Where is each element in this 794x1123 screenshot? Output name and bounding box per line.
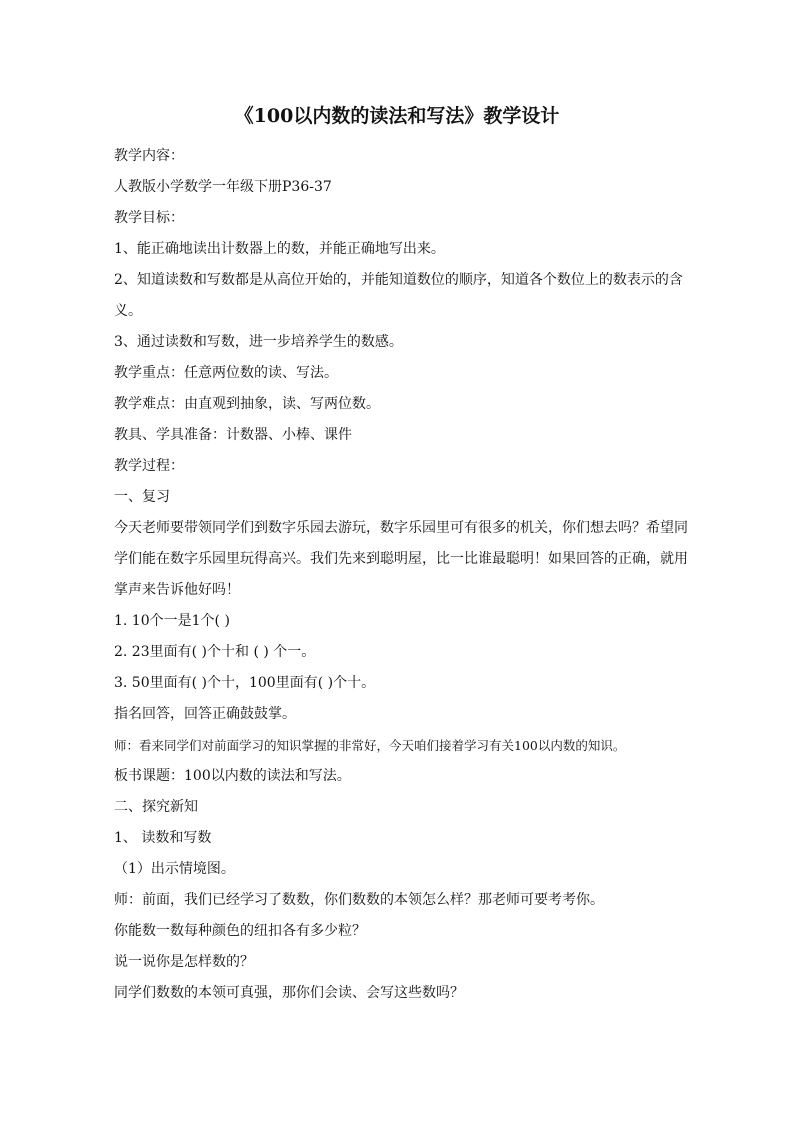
paragraph: 你能数一数每种颜色的纽扣各有多少粒？ <box>114 923 366 939</box>
document-title: 《100以内数的读法和写法》教学设计 <box>234 105 560 127</box>
list-item: 2. 23里面有( )个十和 ( ) 个一。 <box>114 644 316 660</box>
paragraph: 师：看来同学们对前面学习的知识掌握的非常好，今天咱们接着学习有关100以内数的知识。 <box>114 738 626 753</box>
paragraph: 教学难点：由直观到抽象，读、写两位数。 <box>114 396 380 412</box>
paragraph: 二、探究新知 <box>114 799 198 815</box>
paragraph: 人教版小学数学一年级下册P36-37 <box>114 179 332 195</box>
paragraph: 师：前面，我们已经学习了数数，你们数数的本领怎么样？那老师可要考考你。 <box>114 892 604 908</box>
list-item: 3. 50里面有( )个十，100里面有( )个十。 <box>114 675 376 691</box>
paragraph: 一、复习 <box>114 489 170 505</box>
paragraph: 教学内容： <box>114 148 184 164</box>
paragraph: 2、知道读数和写数都是从高位开始的，并能知道数位的顺序，知道各个数位上的数表示的含义。 <box>114 272 683 319</box>
paragraph: 1、 读数和写数 <box>114 830 212 846</box>
paragraph: 教学重点：任意两位数的读、写法。 <box>114 365 338 381</box>
paragraph: 1、能正确地读出计数器上的数，并能正确地写出来。 <box>114 241 445 257</box>
paragraph: （1）出示情境图。 <box>114 861 235 877</box>
paragraph: 教学目标： <box>114 210 184 226</box>
document-body <box>114 141 694 1009</box>
paragraph: 说一说你是怎样数的？ <box>114 954 254 970</box>
paragraph: 教学过程： <box>114 458 184 474</box>
paragraph: 指名回答，回答正确鼓鼓掌。 <box>114 706 296 722</box>
list-item: 1. 10个一是1个( ) <box>114 613 230 629</box>
paragraph: 3、通过读数和写数，进一步培养学生的数感。 <box>114 334 403 350</box>
paragraph: 今天老师要带领同学们到数字乐园去游玩，数字乐园里可有很多的机关，你们想去吗？希望同学们能在数字乐园里玩得高兴。我们先来到聪明屋，比一比谁最聪明！如果回答的正确，就用掌声来告诉他好吗！ <box>114 520 688 598</box>
paragraph: 教具、学具准备：计数器、小棒、课件 <box>114 427 352 443</box>
paragraph: 同学们数数的本领可真强，那你们会读、会写这些数吗？ <box>114 985 464 1001</box>
paragraph: 板书课题：100以内数的读法和写法。 <box>114 768 351 784</box>
